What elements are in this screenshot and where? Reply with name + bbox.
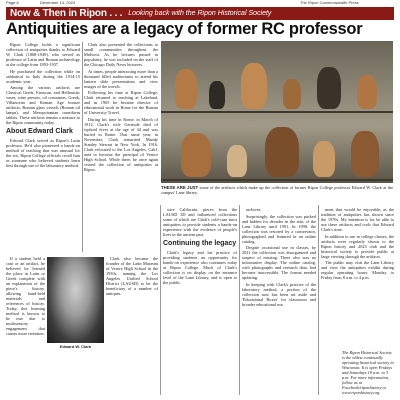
article-column-1-lower [6,256,45,394]
vase-artifact [175,69,197,109]
top-bar [0,0,400,5]
vase-artifact [283,79,301,109]
paragraph: Ripon College holds a significant collection of antiquities thanks to Edward W. Clark (1868-1949), who served as professor of Latin and Roman archaeology at the college from 1893-1937. [6,42,80,67]
paragraph: Among the various artifacts are Classical Greek, Etruscan, and Hellenistic vases, wine presses, oil containers, Greek, Villanovan and Roman Age bronze artifacts, Roman glass vessels (Roman oil lamps), and Mesopotamian cuneiform tablets. These artifacts remain a treasure to the Ripon community today. [6,85,80,125]
artifacts-photo [161,41,393,183]
paragraph: Clark also presented the collections to small communities throughout the Midwest. As he lectures passed in popularity, he was included on the staff of the Chicago Daily News lecturers. [84,42,158,67]
paragraph: During his time in Rome, in March of 1912, Clark's wife Gertrude died of typhoid fever at the age of 44 and was buried in Rome. That same year, in November, Clark remarried Mandy Stanley Stewart in New York. In 1916, Clark relocated to the Los Angeles, Calif. area to become the principal of Venice High School. While there, he once again visited the collection of antiquities at Ripon. [84,116,158,172]
vase-artifact [317,67,341,109]
column-divider [160,205,161,395]
article-column-2-lower [106,256,158,394]
column-divider [82,42,83,252]
column-divider [318,205,319,395]
paragraph: archives. [246,207,262,212]
subheading: Continuing the legacy [163,240,237,247]
paragraph: Following his time at Ripon College, Clark returned to teaching at Lakeland, and in 1905 he became director of educational work in Rome for the Bureau of University Travel. [84,90,158,115]
section-title: Now & Then in Ripon . . . [10,8,123,19]
portrait-caption: Edward W. Clark [59,344,92,349]
paragraph: In addition to use in college classes, the artifacts were regularly shown to the Ripon history and 2023 club and the historical society to provide public at large viewing through the artifacts. [321,233,394,259]
article-column-4 [242,207,316,395]
article-column-3 [163,207,237,395]
paragraph: In keeping with Clark's practice of the laboratory method, a portion of the collection now has been set aside and 'Educational Boxes' for classroom and broader educational use. [242,281,316,307]
paragraph: The public may visit the Lane Library and view the antiquities exhibit during regular operating hours: Monday to Friday from 8 a.m. to 4 p.m. [321,260,394,280]
article-column-2 [84,42,158,254]
caption-lead: THESE ARE JUST [161,185,199,190]
caption-text: some of the artifacts which make up the collection of former Ripon College professor Edward W. Clark at the campus' Lane library. [161,185,393,195]
page-number: Page 6 [6,0,19,5]
paragraph: wire California, pieces from the LAUSD 3D and influenced collections some of which are Clark's cold-case tutor antiquities to provide students a hands-on experience with the evidence of people's lives in the ancient past. [163,207,237,237]
shelf [161,111,393,113]
article-column-1 [6,42,80,254]
newspaper-name: The Ripon Commonwealth Press [300,0,359,5]
paragraph: Edward Clark served as Ripon's Latin professor. He'd also pioneered a hands-on method of teaching that was unusual for the era. Ripon College officials recall him as someone who believed students learn best through use of the laboratory method. [6,138,80,168]
subheading: About Edward Clark [6,128,73,135]
vase-artifact [351,131,379,177]
shelf [161,179,393,181]
issue-date: December 14, 2023 [40,0,76,5]
vase-artifact [181,133,211,177]
paragraph: At times, people interacting more than a thousand filled auditoriums to attend his lantern slide presentations and view images of the travels. [84,68,158,89]
edward-clark-portrait [47,257,104,343]
paragraph: ment that would be enjoyable, as the tradition of antiquities has shown since the 1970s. My intention is for be able to use these artifacts and tools that Edward Clark's time. [321,207,394,232]
paragraph: Clark also became the founder of the Latin Museum of Venice High School in the 1930s, naming the Los Angeles Unified School District (LAUSD) to be the beneficiary of a number of antiques. [106,256,158,296]
vase-artifact [265,127,299,177]
photo-caption [161,185,393,195]
paragraph: Clark's legacy and his practice of providing students an opportunity for hands-on experience also continues today at Ripon College. Much of Clark's collection is on display on the entrance level of the Lane Library, and is open to the public. [163,250,237,285]
paragraph: He purchased the collection while on sabbatical in Italy during the 1914-15 academic year. [6,68,80,84]
article-headline: Antiquities are a legacy of former RC professor [6,20,363,38]
vase-artifact [209,81,225,109]
column-divider [239,205,240,395]
vase-artifact [313,141,335,177]
historical-society-note: The Ripon Historical Society is the oldest continually operating historical society in Wisconsin. It is open Fridays and Saturdays 10 a.m. to 3 p.m. For more information, follow us at Facebook/riponhistory or www.riponhistory.org. [342,350,394,395]
article-column-5 [321,207,394,349]
section-subtitle: Looking back with the Ripon Historical Society [128,10,272,17]
vase-artifact [357,75,377,109]
paragraph: Despite occasional use in classes, by 2021 the collection was disorganized and suspect of missing. There also was no informative display. The online catalog, with photographs and research data, had become inaccessible. The format needed updating. [242,245,316,280]
vase-artifact [227,145,247,177]
paragraph: Surprisingly, the collection was packed and hidden for decades in the attic of the Lane Library until 1991. In 1998, the collection was restored by a conservator, photographed and featured in an online catalog. [242,213,316,244]
vase-artifact [241,63,267,109]
section-band [6,7,394,20]
paragraph: If a student held a coin or an artifact, he believed he learned the place in Latin or Greek complete with an explanation of the piece's history, allowing hand-held materials and references of history. Today, this learning method is known to be true due to multisensory engagement that causes more retention. [6,256,45,336]
